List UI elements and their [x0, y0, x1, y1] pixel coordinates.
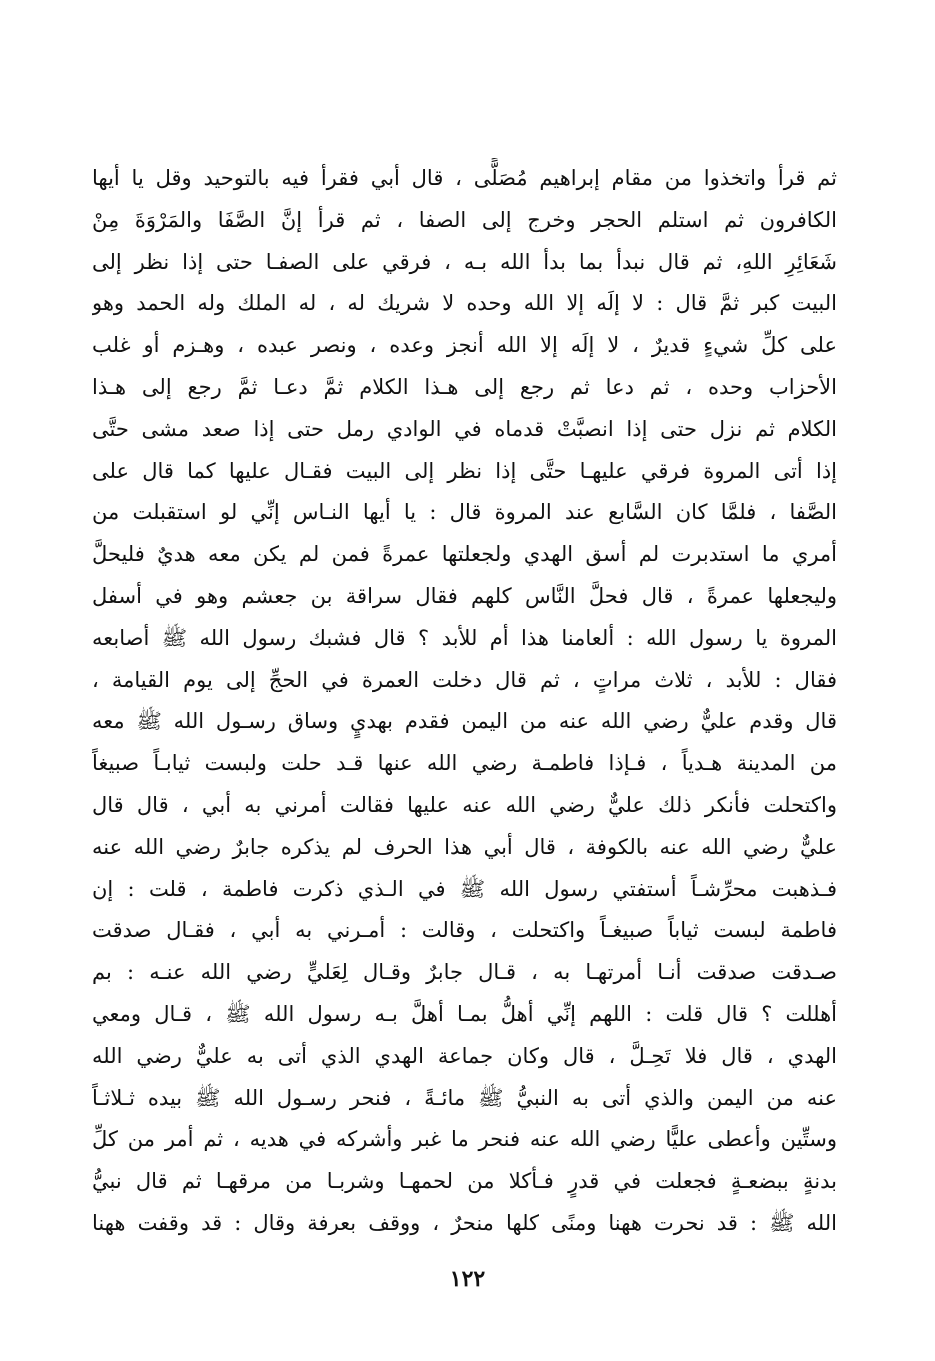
text-line: الهدي ، قال فلا تَحِـلَّ ، قال وكان جماعة الهدي الذي أتى به عليٌّ رضي الله — [92, 1043, 837, 1068]
text-line: إذا أتى المروة فرقي عليهـا حتَّى إذا نظر إلى البيت فقـال عليها كما قال على — [92, 458, 837, 483]
text-line: بدنةٍ ببضعـةٍ فجعلت في قدرٍ فـأكلا من لحمهـا وشربـا من مرقهـا ثم قال نبيُّ — [92, 1169, 837, 1194]
text-line: عنه من اليمن والذي أتى به النبيُّ ﷺ مائـةً ، فنحر رسـول الله ﷺ بيده ثـلاثـاً — [92, 1085, 837, 1110]
text-line: على كلِّ شيءٍ قديرٌ ، لا إلَه إلا الله أنجز وعده ، ونصر عبده ، وهـزم أو غلب — [92, 333, 837, 358]
text-line: واكتحلت فأنكر ذلك عليٌّ رضي الله عنه عليها فقالت أمرني به أبي ، قال قال — [92, 792, 837, 817]
text-line: صـدقت صدقت أنـا أمرتهـا به ، قـال جابرٌ وقـال لِعَليٍّ رضي الله عنـه : بم — [92, 960, 837, 985]
text-line: قال وقدم عليٌّ رضي الله عنه من اليمن فقدم بهديٍ وساق رسـول الله ﷺ معه — [92, 709, 837, 734]
text-line: وليجعلها عمرةً ، قال فحلَّ النَّاس كلهم فقال سراقة بن جعشم وهو في أسفل — [92, 583, 837, 608]
text-line: ثم قرأ واتخذوا من مقام إبراهيم مُصَلًّى ، قال أبي فقرأ فيه بالتوحيد وقل يا أيها — [92, 166, 837, 190]
text-line: فـذهبت محرِّشـاً أستفتي رسول الله ﷺ في الـذي ذكرت فاطمة ، قلت : إن — [92, 876, 837, 901]
text-line: البيت كبر ثمَّ قال : لا إلَه إلا الله وحده لا شريك له ، له الملك وله الحمد وهو — [92, 291, 837, 316]
text-line: الصَّفا ، فلمَّا كان السَّابع عند المروة قال : يا أيها النـاس إنِّي لو استقبلت من — [92, 500, 837, 525]
text-line: الله ﷺ : قد نحرت ههنا ومنًى كلها منحرٌ ، ووقف بعرفة وقال : قد وقفت ههنا — [92, 1210, 837, 1235]
page-number: ١٢٢ — [449, 1266, 486, 1292]
text-line: فقال : للأبد ، ثلاث مراتٍ ، ثم قال دخلت العمرة في الحجِّ إلى يوم القيامة ، — [92, 667, 837, 692]
text-line: من المدينة هـدياً ، فـإذا فاطمـة رضي الله عنها قـد حلت ولبست ثيابـاً صبيغاً — [92, 751, 837, 776]
text-line: الأحزاب وحده ، ثم دعا ثم رجع إلى هـذا الكلام ثمَّ دعـا ثمَّ رجع إلى هـذا — [92, 374, 837, 399]
text-line: المروة يا رسول الله : ألعامنا هذا أم للأبد ؟ قال فشبك رسول الله ﷺ أصابعه — [92, 625, 837, 650]
text-line: أمري ما استدبرت لم أسق الهدي ولجعلتها عمرةً فمن لم يكن معه هديٌ فليحلَّ — [92, 542, 837, 567]
text-line: شَعَائِرِ اللهِ، ثم قال نبدأ بما بدأ الله بـه ، فرقي على الصفـا حتى إذا نظر إلى — [92, 249, 837, 274]
text-line: فاطمة لبست ثياباً صبيغـاً واكتحلت ، وقالت : أمـرني به أبي ، فقـال صدقت — [92, 918, 837, 943]
text-line: أهللت ؟ قال قلت : اللهم إنِّي أهلُّ بمـا أهلَّ بـه رسول الله ﷺ ، قـال ومعي — [92, 1001, 837, 1026]
text-line: الكلام ثم نزل حتى إذا انصبَّتْ قدماه في الوادي رمل حتى إذا صعد مشى حتَّى — [92, 416, 837, 441]
body-text — [92, 158, 837, 1245]
text-line: الكافرون ثم استلم الحجر وخرج إلى الصفا ، ثم قرأ إنَّ الصَّفَا والمَرْوَةَ مِنْ — [92, 207, 837, 232]
text-line: عليٌّ رضي الله عنه بالكوفة ، قال أبي هذا الحرف لم يذكره جابرٌ رضي الله عنه — [92, 834, 837, 859]
text-line: وستِّين وأعطى عليًّا رضي الله عنه فنحر ما غبر وأشركه في هديه ، ثم أمر من كلِّ — [92, 1127, 837, 1152]
